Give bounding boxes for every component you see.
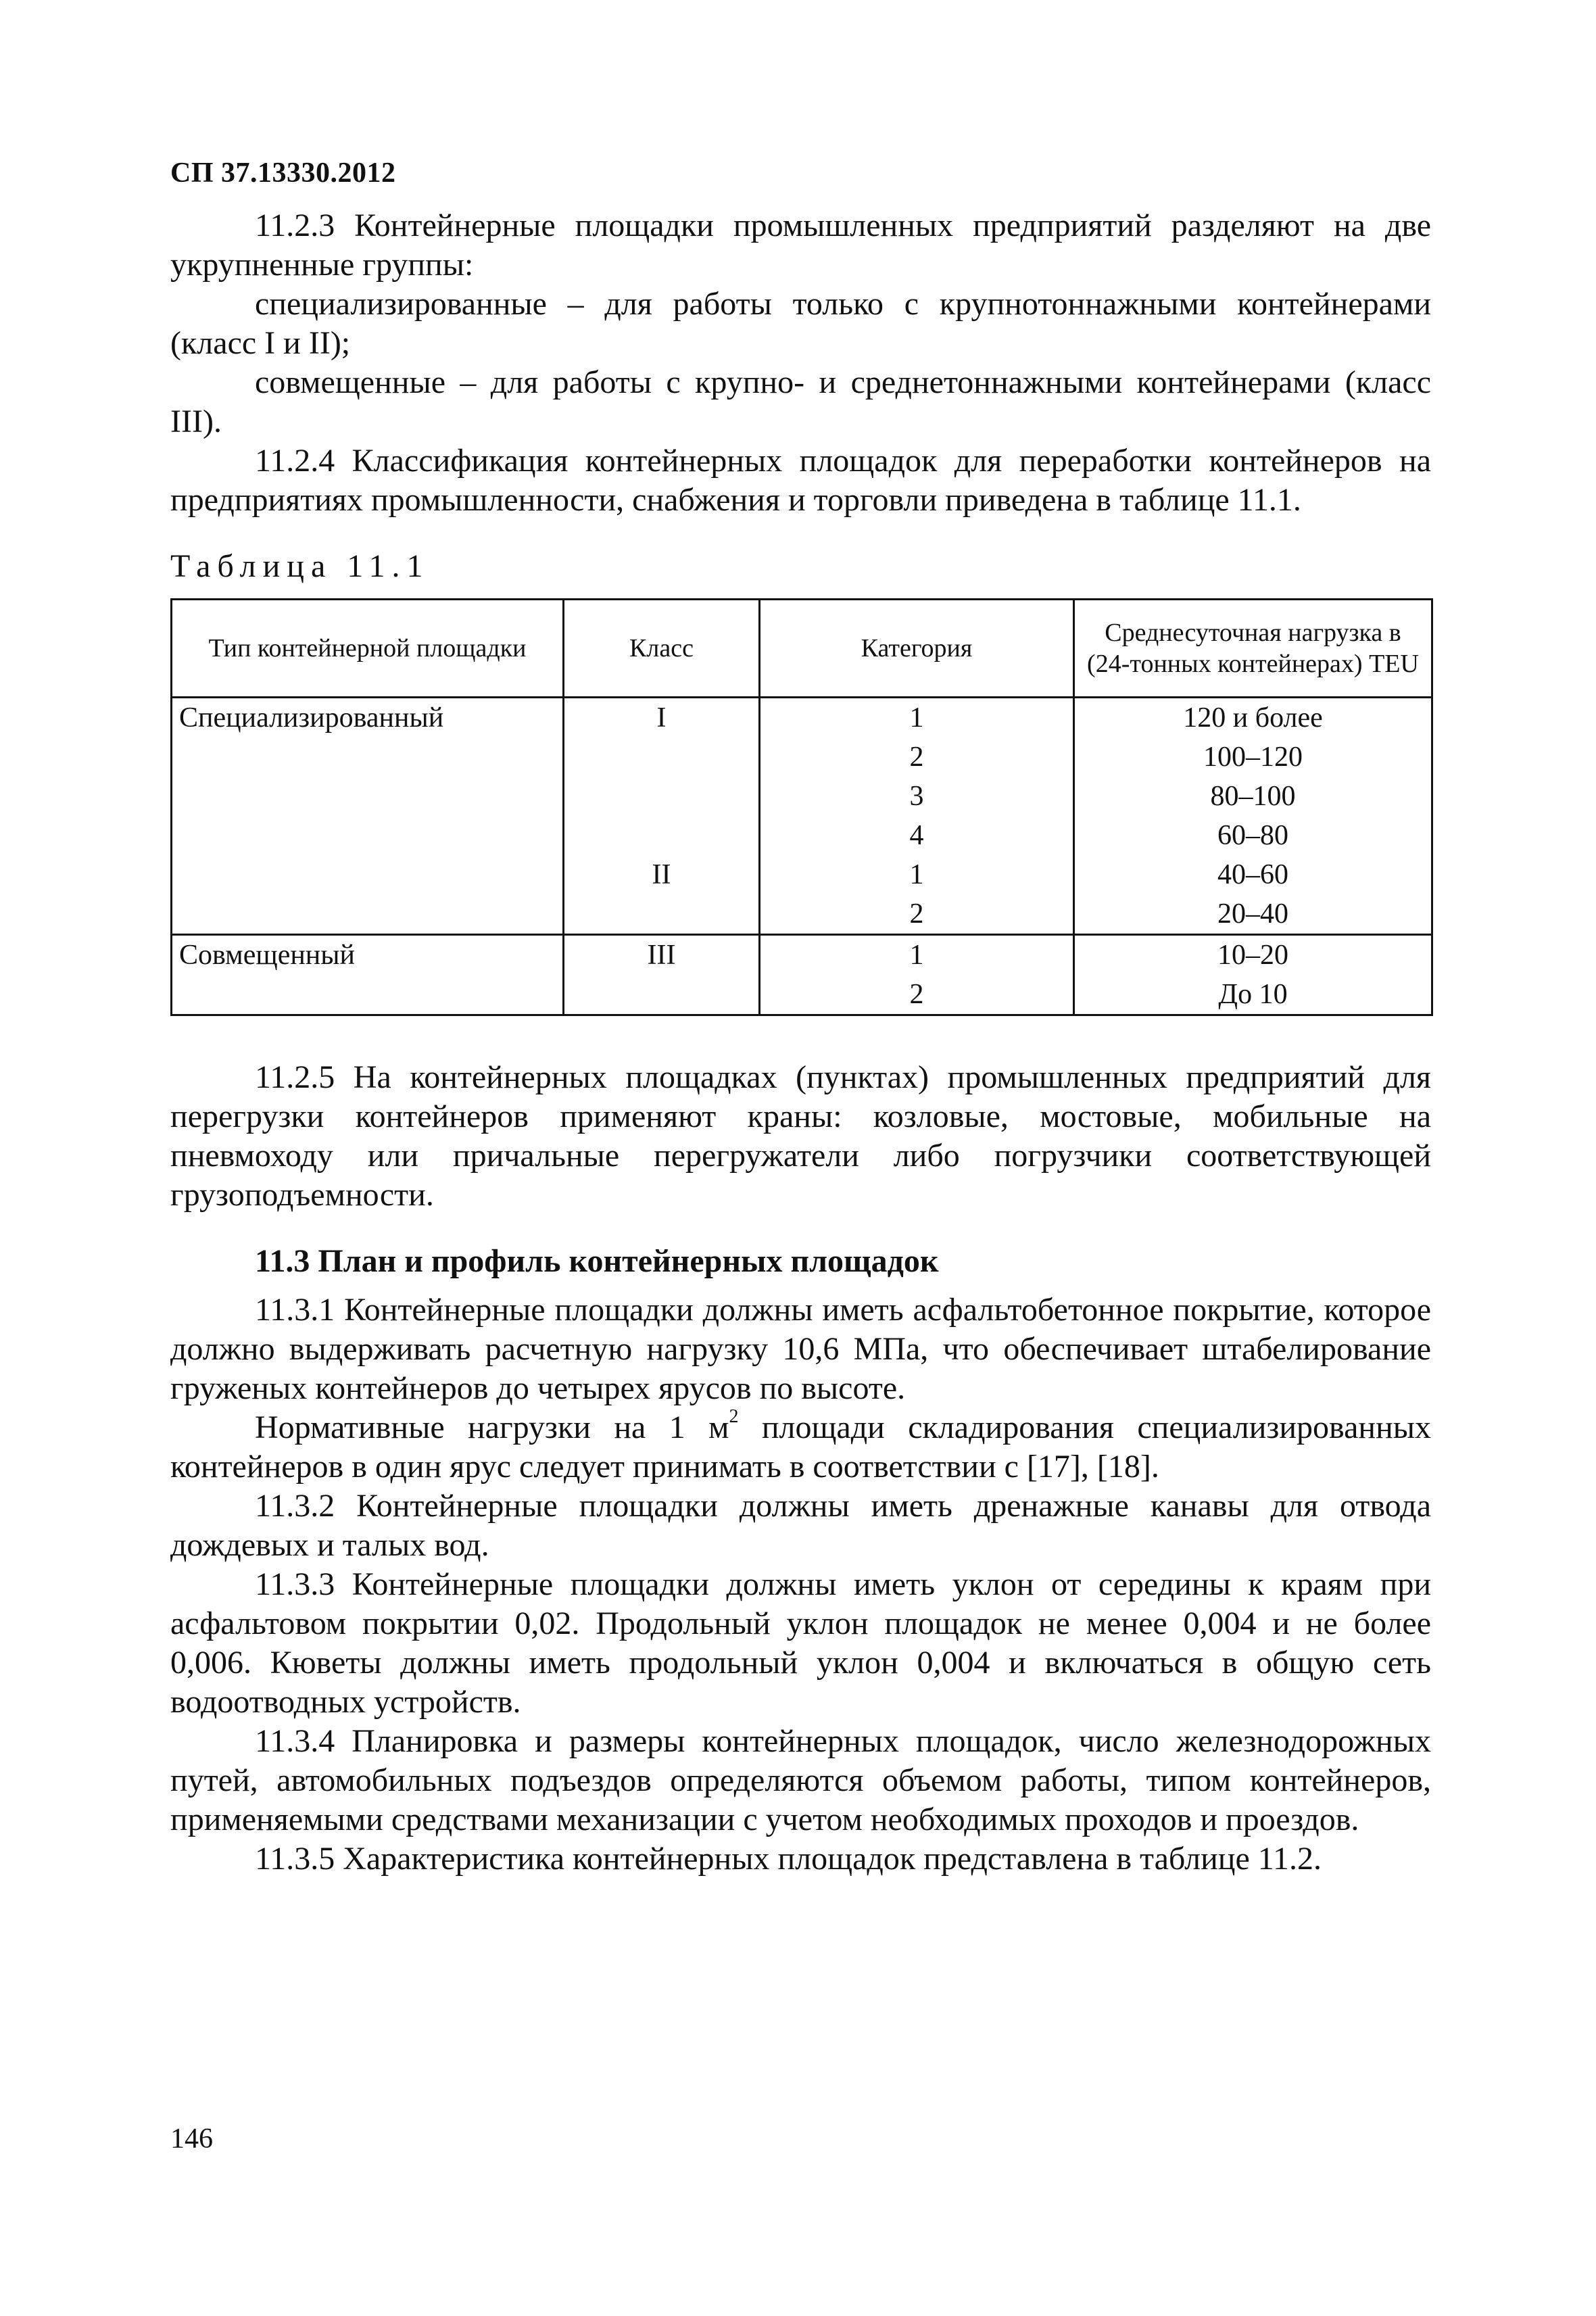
page-content (170, 206, 1431, 1879)
cell-category: 1 (760, 855, 1074, 894)
paragraph-11-3-4: 11.3.4 Планировка и размеры контейнерных площадок, число железнодорожных путей, автомобильных подъездов определяются объемом работы, типом контейнеров, применяемыми средствами механизации с учетом необходимых проходов и проездов. (170, 1723, 1431, 1837)
paragraph-combined: совмещенные – для работы с крупно- и среднетоннажными контейнерами (класс III). (170, 364, 1431, 439)
cell-type: Совмещенный (172, 935, 564, 975)
text-segment: площади складирования специализированных контейнеров в один ярус следует принимать в соответствии с [17], [18]. (170, 1409, 1432, 1485)
cell-class (564, 738, 760, 777)
cell-load: 10–20 (1074, 935, 1432, 975)
cell-class: I (564, 698, 760, 738)
cell-category: 1 (760, 935, 1074, 975)
paragraph-11-3-5: 11.3.5 Характеристика контейнерных площадок представлена в таблице 11.2. (255, 1841, 1322, 1877)
header-type: Тип контейнерной площадки (172, 600, 564, 698)
table-row (172, 975, 1432, 1015)
cell-category: 2 (760, 894, 1074, 935)
cell-category: 2 (760, 975, 1074, 1015)
cell-type (172, 894, 564, 935)
paragraph-11-3-3: 11.3.3 Контейнерные площадки должны иметь уклон от середины к краям при асфальтовом покрытии 0,02. Продольный уклон площадок не менее 0,004 и не более 0,006. Кюветы должны иметь продольный уклон 0,004 и включаться в общую сеть водоотводных устройств. (170, 1566, 1431, 1720)
table-row (172, 698, 1432, 738)
page-number: 146 (170, 2123, 213, 2154)
header-class: Класс (564, 600, 760, 698)
cell-type (172, 777, 564, 816)
cell-type (172, 738, 564, 777)
table-header-row (172, 600, 1432, 698)
header-category: Категория (760, 600, 1074, 698)
cell-class (564, 975, 760, 1015)
cell-load: 20–40 (1074, 894, 1432, 935)
header-load: Среднесуточная нагрузка в (24-тонных контейнерах) TEU (1074, 600, 1432, 698)
cell-class: II (564, 855, 760, 894)
cell-load: 80–100 (1074, 777, 1432, 816)
section-title: 11.3 План и профиль контейнерных площадок (255, 1243, 939, 1279)
cell-type: Специализированный (172, 698, 564, 738)
cell-category: 1 (760, 698, 1074, 738)
cell-type (172, 855, 564, 894)
cell-type (172, 975, 564, 1015)
classification-table (170, 598, 1433, 1016)
cell-load: 120 и более (1074, 698, 1432, 738)
text-segment: Нормативные нагрузки на 1 м (255, 1409, 729, 1445)
paragraph-normative-loads (170, 1408, 1431, 1487)
cell-load: 100–120 (1074, 738, 1432, 777)
cell-type (172, 816, 564, 855)
table-row (172, 855, 1432, 894)
paragraph-11-2-5: 11.2.5 На контейнерных площадках (пунктах) промышленных предприятий для перегрузки контейнеров применяют краны: козловые, мостовые, мобильные на пневмоходу или причальные перегружатели либо погрузчики соответствующей грузоподъемности. (170, 1059, 1431, 1213)
table-title: Таблица 11.1 (170, 548, 430, 584)
cell-category: 3 (760, 777, 1074, 816)
paragraph-11-3-2: 11.3.2 Контейнерные площадки должны иметь дренажные канавы для отвода дождевых и талых вод. (170, 1488, 1431, 1563)
document-code: СП 37.13330.2012 (170, 158, 396, 189)
paragraph-11-3-1: 11.3.1 Контейнерные площадки должны иметь асфальтобетонное покрытие, которое должно выдерживать расчетную нагрузку 10,6 МПа, что обеспечивает штабелирование груженых контейнеров до четырех ярусов по высоте. (170, 1292, 1431, 1406)
cell-class (564, 894, 760, 935)
table-row (172, 738, 1432, 777)
table-row (172, 777, 1432, 816)
cell-load: 60–80 (1074, 816, 1432, 855)
table-row (172, 935, 1432, 975)
table-row (172, 894, 1432, 935)
cell-load: До 10 (1074, 975, 1432, 1015)
paragraph-11-2-3: 11.2.3 Контейнерные площадки промышленных предприятий разделяют на две укрупненные группы: (170, 208, 1431, 283)
paragraph-specialized: специализированные – для работы только с крупнотоннажными контейнерами (класс I и II); (170, 286, 1431, 361)
cell-category: 4 (760, 816, 1074, 855)
cell-class: III (564, 935, 760, 975)
cell-class (564, 816, 760, 855)
paragraph-11-2-4: 11.2.4 Классификация контейнерных площадок для переработки контейнеров на предприятиях промышленности, снабжения и торговли приведена в таблице 11.1. (170, 443, 1431, 518)
spacer (170, 1016, 1431, 1058)
table-row (172, 816, 1432, 855)
cell-load: 40–60 (1074, 855, 1432, 894)
superscript: 2 (729, 1406, 739, 1427)
cell-category: 2 (760, 738, 1074, 777)
cell-class (564, 777, 760, 816)
